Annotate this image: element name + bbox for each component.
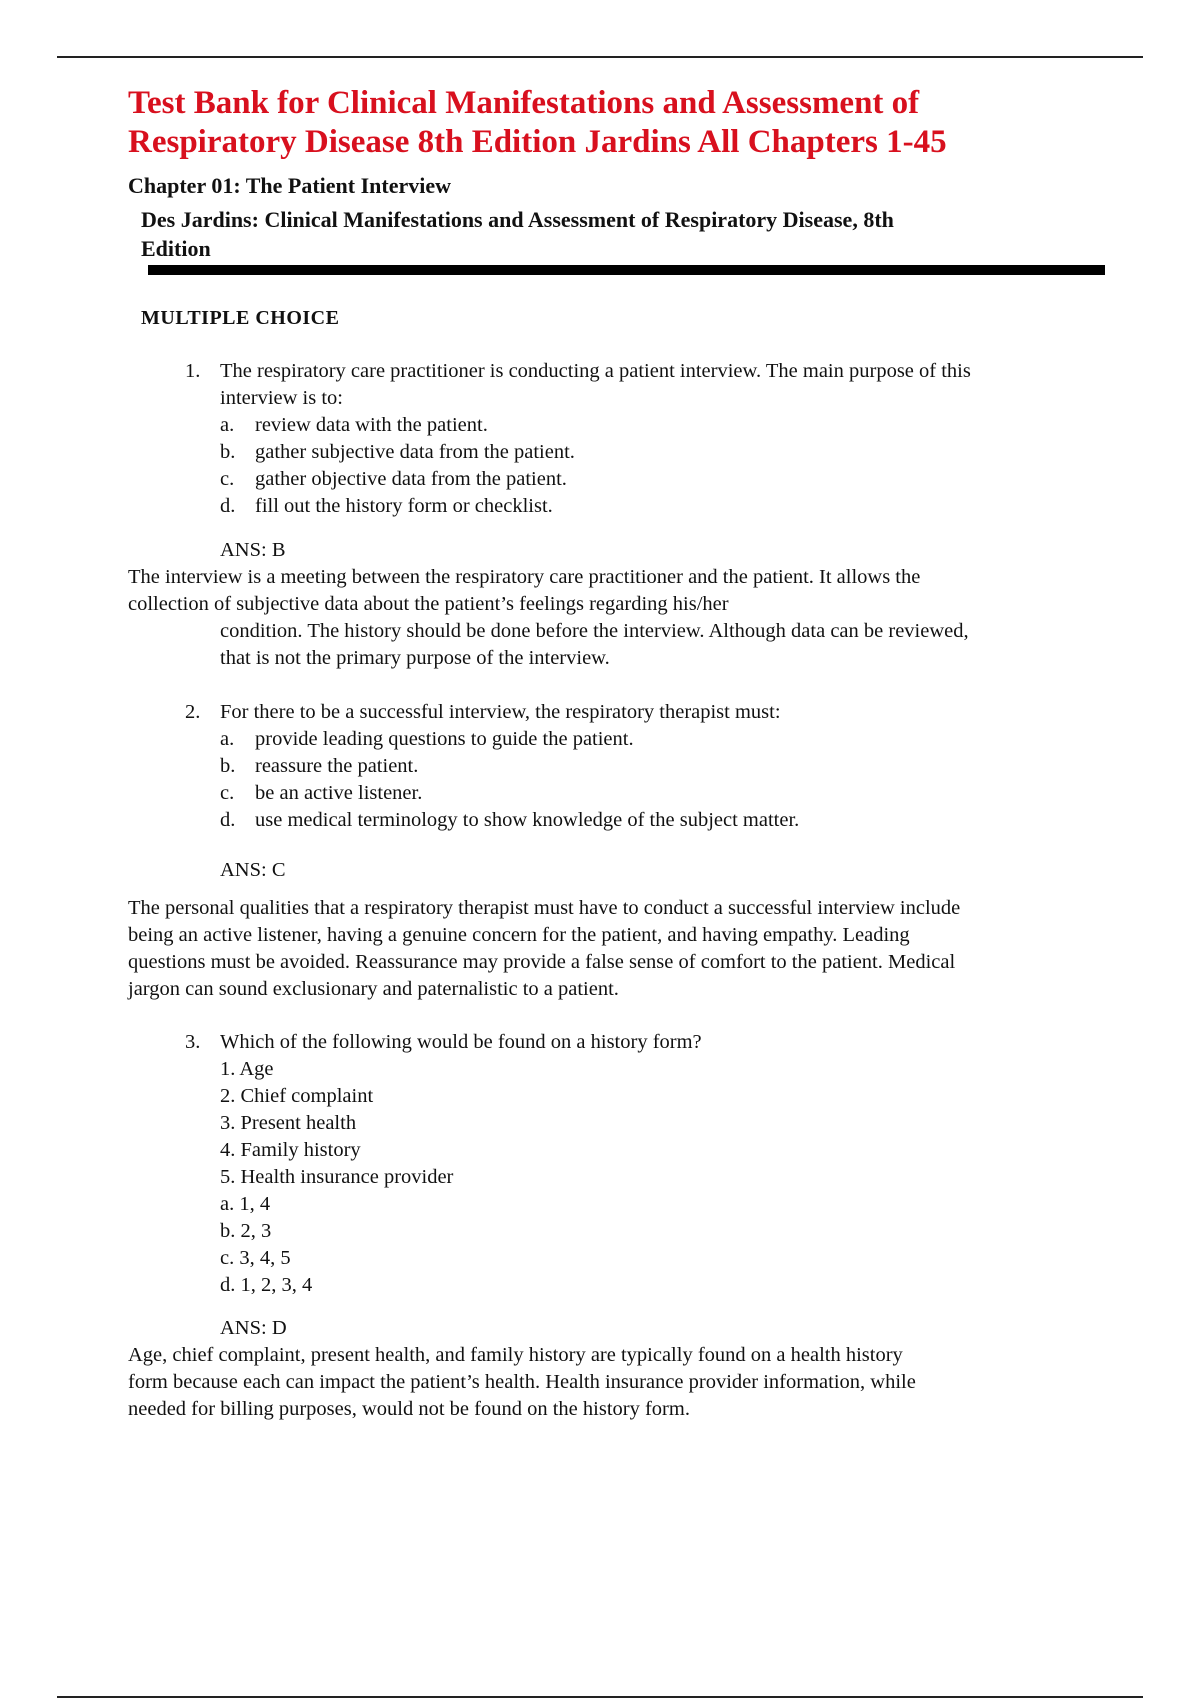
book-title-line-1: Des Jardins: Clinical Manifestations and Assessment of Respiratory Disease, 8th <box>141 207 894 232</box>
option-letter: a. <box>220 414 235 436</box>
chapter-heading: Chapter 01: The Patient Interview <box>128 173 452 198</box>
option-letter: b. <box>220 755 236 777</box>
rationale-line: being an active listener, having a genuine concern for the patient, and having empathy. Leading <box>128 924 910 946</box>
question-number: 2. <box>185 701 201 723</box>
question-number: 1. <box>185 360 201 382</box>
answer-choice: c. 3, 4, 5 <box>220 1247 291 1269</box>
question-number: 3. <box>185 1031 201 1053</box>
answer-key: ANS: D <box>220 1317 287 1339</box>
rationale-line: that is not the primary purpose of the interview. <box>220 647 610 669</box>
history-list-item: 4. Family history <box>220 1139 361 1161</box>
answer-key: ANS: B <box>220 539 286 561</box>
rationale-line: jargon can sound exclusionary and paternalistic to a patient. <box>128 978 619 1000</box>
history-list-item: 1. Age <box>220 1058 274 1080</box>
option-letter: c. <box>220 782 235 804</box>
option-letter: a. <box>220 728 235 750</box>
option-letter: d. <box>220 495 236 517</box>
bottom-rule <box>57 1696 1143 1698</box>
answer-key: ANS: C <box>220 859 286 881</box>
rationale-line: The personal qualities that a respiratory therapist must have to conduct a successful interview include <box>128 897 961 919</box>
title-line-1: Test Bank for Clinical Manifestations and Assessment of <box>128 85 920 121</box>
answer-choice: a. 1, 4 <box>220 1193 271 1215</box>
history-list-item: 3. Present health <box>220 1112 357 1134</box>
rationale-line: form because each can impact the patient’s health. Health insurance provider information, while <box>128 1371 916 1393</box>
rationale-line: needed for billing purposes, would not be found on the history form. <box>128 1398 690 1420</box>
option-text: use medical terminology to show knowledge of the subject matter. <box>255 809 800 831</box>
rationale-line: The interview is a meeting between the respiratory care practitioner and the patient. It allows the <box>128 566 921 588</box>
section-heading: MULTIPLE CHOICE <box>141 307 340 329</box>
option-letter: b. <box>220 441 236 463</box>
history-list-item: 5. Health insurance provider <box>220 1166 454 1188</box>
top-rule <box>57 56 1143 58</box>
rationale-line: collection of subjective data about the patient’s feelings regarding his/her <box>128 593 729 615</box>
document-title <box>128 84 1128 162</box>
book-title <box>141 205 1081 263</box>
rationale-line: questions must be avoided. Reassurance may provide a false sense of comfort to the patient. Medical <box>128 951 956 973</box>
history-list-item: 2. Chief complaint <box>220 1085 374 1107</box>
heading-divider <box>148 265 1105 275</box>
rationale-line: condition. The history should be done before the interview. Although data can be reviewed, <box>220 620 969 642</box>
question-stem-line: interview is to: <box>220 387 343 409</box>
question-stem-line: The respiratory care practitioner is conducting a patient interview. The main purpose of this <box>220 360 971 382</box>
option-text: review data with the patient. <box>255 414 488 436</box>
question-stem-line: For there to be a successful interview, the respiratory therapist must: <box>220 701 781 723</box>
option-text: reassure the patient. <box>255 755 419 777</box>
answer-choice: d. 1, 2, 3, 4 <box>220 1274 313 1296</box>
answer-choice: b. 2, 3 <box>220 1220 272 1242</box>
option-letter: c. <box>220 468 235 490</box>
option-text: fill out the history form or checklist. <box>255 495 553 517</box>
option-letter: d. <box>220 809 236 831</box>
title-line-2: Respiratory Disease 8th Edition Jardins All Chapters 1-45 <box>128 124 947 160</box>
rationale-line: Age, chief complaint, present health, and family history are typically found on a health history <box>128 1344 903 1366</box>
book-title-line-2: Edition <box>141 236 211 261</box>
option-text: gather objective data from the patient. <box>255 468 567 490</box>
option-text: gather subjective data from the patient. <box>255 441 575 463</box>
option-text: be an active listener. <box>255 782 423 804</box>
option-text: provide leading questions to guide the patient. <box>255 728 634 750</box>
question-stem-line: Which of the following would be found on a history form? <box>220 1031 702 1053</box>
